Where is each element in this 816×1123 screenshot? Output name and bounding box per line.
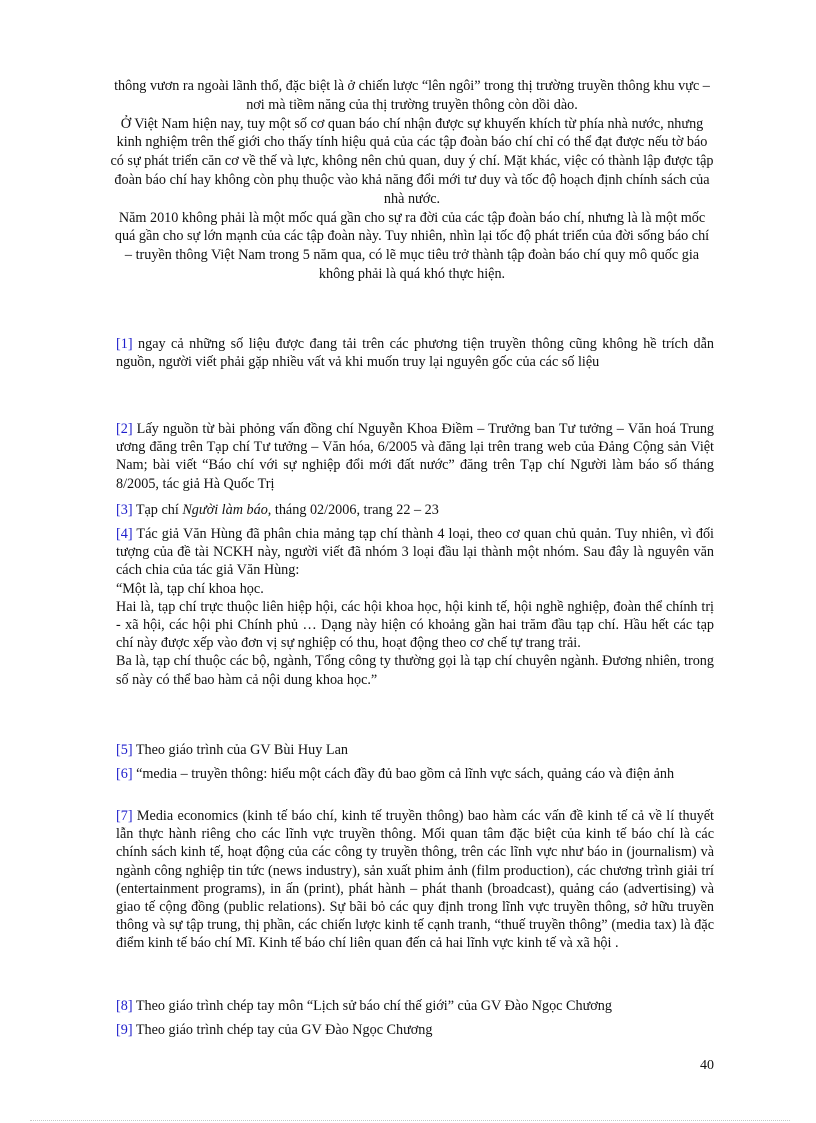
paragraph-continuation: thông vươn ra ngoài lãnh thổ, đặc biệt là ở chiến lược “lên ngôi” trong thị trường truyền thông khu vực – nơi mà tiềm năng của thị trường truyền thông còn dồi dào. [114,78,710,113]
footnote-text: ngay cả những số liệu được đang tải trên các phương tiện truyền thông cũng không hề trích dẫn nguồn, người viết phải gặp nhiều vất vả khi muốn truy lại nguyên gốc của các số liệu [116,336,715,371]
footnote-text: Lấy nguồn từ bài phỏng vấn đồng chí Nguyễn Khoa Điềm – Trưởng ban Tư tưởng – Văn hoá Trung ương đăng trên Tạp chí Tư tưởng – Văn hóa, 6/2005 và đăng lại trên trang web của Đảng Cộng sản Việt Nam; bài viết “Báo chí với sự nghiệp đổi mới đất nước” đăng trên Tạp chí Người làm báo số tháng 8/2005, tác giả Hà Quốc Trị [116,421,715,492]
footnote-text-post: , tháng 02/2006, trang 22 – 23 [267,502,439,518]
footnote-4 [116,525,714,689]
page-bottom-divider [30,1120,790,1121]
paragraph-2010: Năm 2010 không phải là một mốc quá gần cho sự ra đời của các tập đoàn báo chí, nhưng là là một mốc quá gần cho sự lớn mạnh của các tập đoàn này. Tuy nhiên, nhìn lại tốc độ phát triển của đời sống báo chí – truyền thông Việt Nam trong 5 năm qua, có lẽ mục tiêu trở thành tập đoàn báo chí quy mô quốc gia không phải là quá khó thực hiện. [114,209,710,282]
footnote-3 [116,501,714,519]
footnote-ref-8[interactable]: [8] [116,998,133,1014]
footnote-8 [116,997,714,1015]
footnote-text: Media economics (kinh tế báo chí, kinh tế truyền thông) bao hàm các vấn đề kinh tế cả về lí thuyết lẫn thực hành riêng cho các lĩnh vực truyền thông. Mối quan tâm đặc biệt của kinh tế báo chí là các chính sách kinh tế, hoạt động của các công ty truyền thông, trên các lĩnh vực như báo in (journalism) và ngành công nghiệp tin tức (news industry), sản xuất phim ảnh (film production), các chương trình giải trí (entertainment programs), in ấn (print), phát hành – phát thanh (broadcast), quảng cáo (advertising) và giao tế cộng đồng (public relations). Sự bãi bỏ các quy định trong lĩnh vực truyền thông, sở hữu truyền thông và sự tập trung, thị phần, các chiến lược kinh tế cạnh tranh, “thuế truyền thông” (media tax) là đặc điểm kinh tế báo chí Mĩ. Kinh tế báo chí liên quan đến cả hai lĩnh vực kinh tế và xã hội . [116,808,715,952]
footnote-ref-3[interactable]: [3] [116,502,133,518]
footnote-text: Theo giáo trình chép tay môn “Lịch sử báo chí thế giới” của GV Đào Ngọc Chương [135,998,612,1014]
footnote-9 [116,1021,714,1039]
quote-line-1: “Một là, tạp chí khoa học. [116,580,264,597]
footnote-text-pre: Tạp chí [135,502,183,518]
quote-line-3: Ba là, tạp chí thuộc các bộ, ngành, Tổng công ty thường gọi là tạp chí chuyên ngành. Đương nhiên, trong số này có thể bao hàm cả nội dung khoa học.” [116,653,714,688]
footnote-ref-7[interactable]: [7] [116,808,133,824]
footnote-text: “media – truyền thông: hiểu một cách đầy đủ bao gồm cả lĩnh vực sách, quảng cáo và điện ảnh [136,766,675,782]
quote-line-2: Hai là, tạp chí trực thuộc liên hiệp hội, các hội khoa học, hội kinh tế, hội nghề nghiệp, đoàn thể chính trị - xã hội, các hội phi Chính phủ … Dạng này hiện có khoảng gần hai trăm đầu tạp chí. Hầu hết các tạp chí này được xếp vào đơn vị sự nghiệp có thu, hoạt động theo cơ chế tự trang trải. [116,598,714,652]
footnote-7 [116,807,714,953]
footnote-text: Theo giáo trình của GV Bùi Huy Lan [135,742,348,758]
journal-title: Người làm báo [182,502,268,518]
paragraph-vietnam: Ở Việt Nam hiện nay, tuy một số cơ quan báo chí nhận được sự khuyến khích từ phía nhà nước, nhưng kinh nghiệm trên thế giới cho thấy tính hiệu quả của các tập đoàn báo chí chỉ có thể đạt được nếu tờ báo có sự phát triển căn cơ về thế và lực, không nên chủ quan, duy ý chí. Mặt khác, việc có thành lập được tập đoàn báo chí hay không còn phụ thuộc vào khả năng đổi mới tư duy và tốc độ hoạch định chính sách của nhà nước. [110,115,714,207]
footnote-text: Theo giáo trình chép tay của GV Đào Ngọc Chương [135,1022,433,1038]
footnote-ref-5[interactable]: [5] [116,742,133,758]
footnote-ref-4[interactable]: [4] [116,526,133,542]
footnote-6 [116,765,714,783]
footnote-5 [116,741,714,759]
footnote-ref-9[interactable]: [9] [116,1022,133,1038]
page-number: 40 [700,1058,714,1073]
footnote-2 [116,420,714,493]
footnote-1 [116,335,714,371]
body-text [110,77,714,284]
footnote-ref-6[interactable]: [6] [116,766,133,782]
footnote-ref-1[interactable]: [1] [116,336,133,352]
footnote-text: Tác giả Văn Hùng đã phân chia mảng tạp chí thành 4 loại, theo cơ quan chủ quản. Tuy nhiên, vì đối tượng của đề tài NCKH này, người viết đã nhóm 3 loại đầu lại thành một nhóm. Sau đây là nguyên văn cách chia của tác giả Văn Hùng: [116,526,715,579]
footnote-ref-2[interactable]: [2] [116,421,133,437]
